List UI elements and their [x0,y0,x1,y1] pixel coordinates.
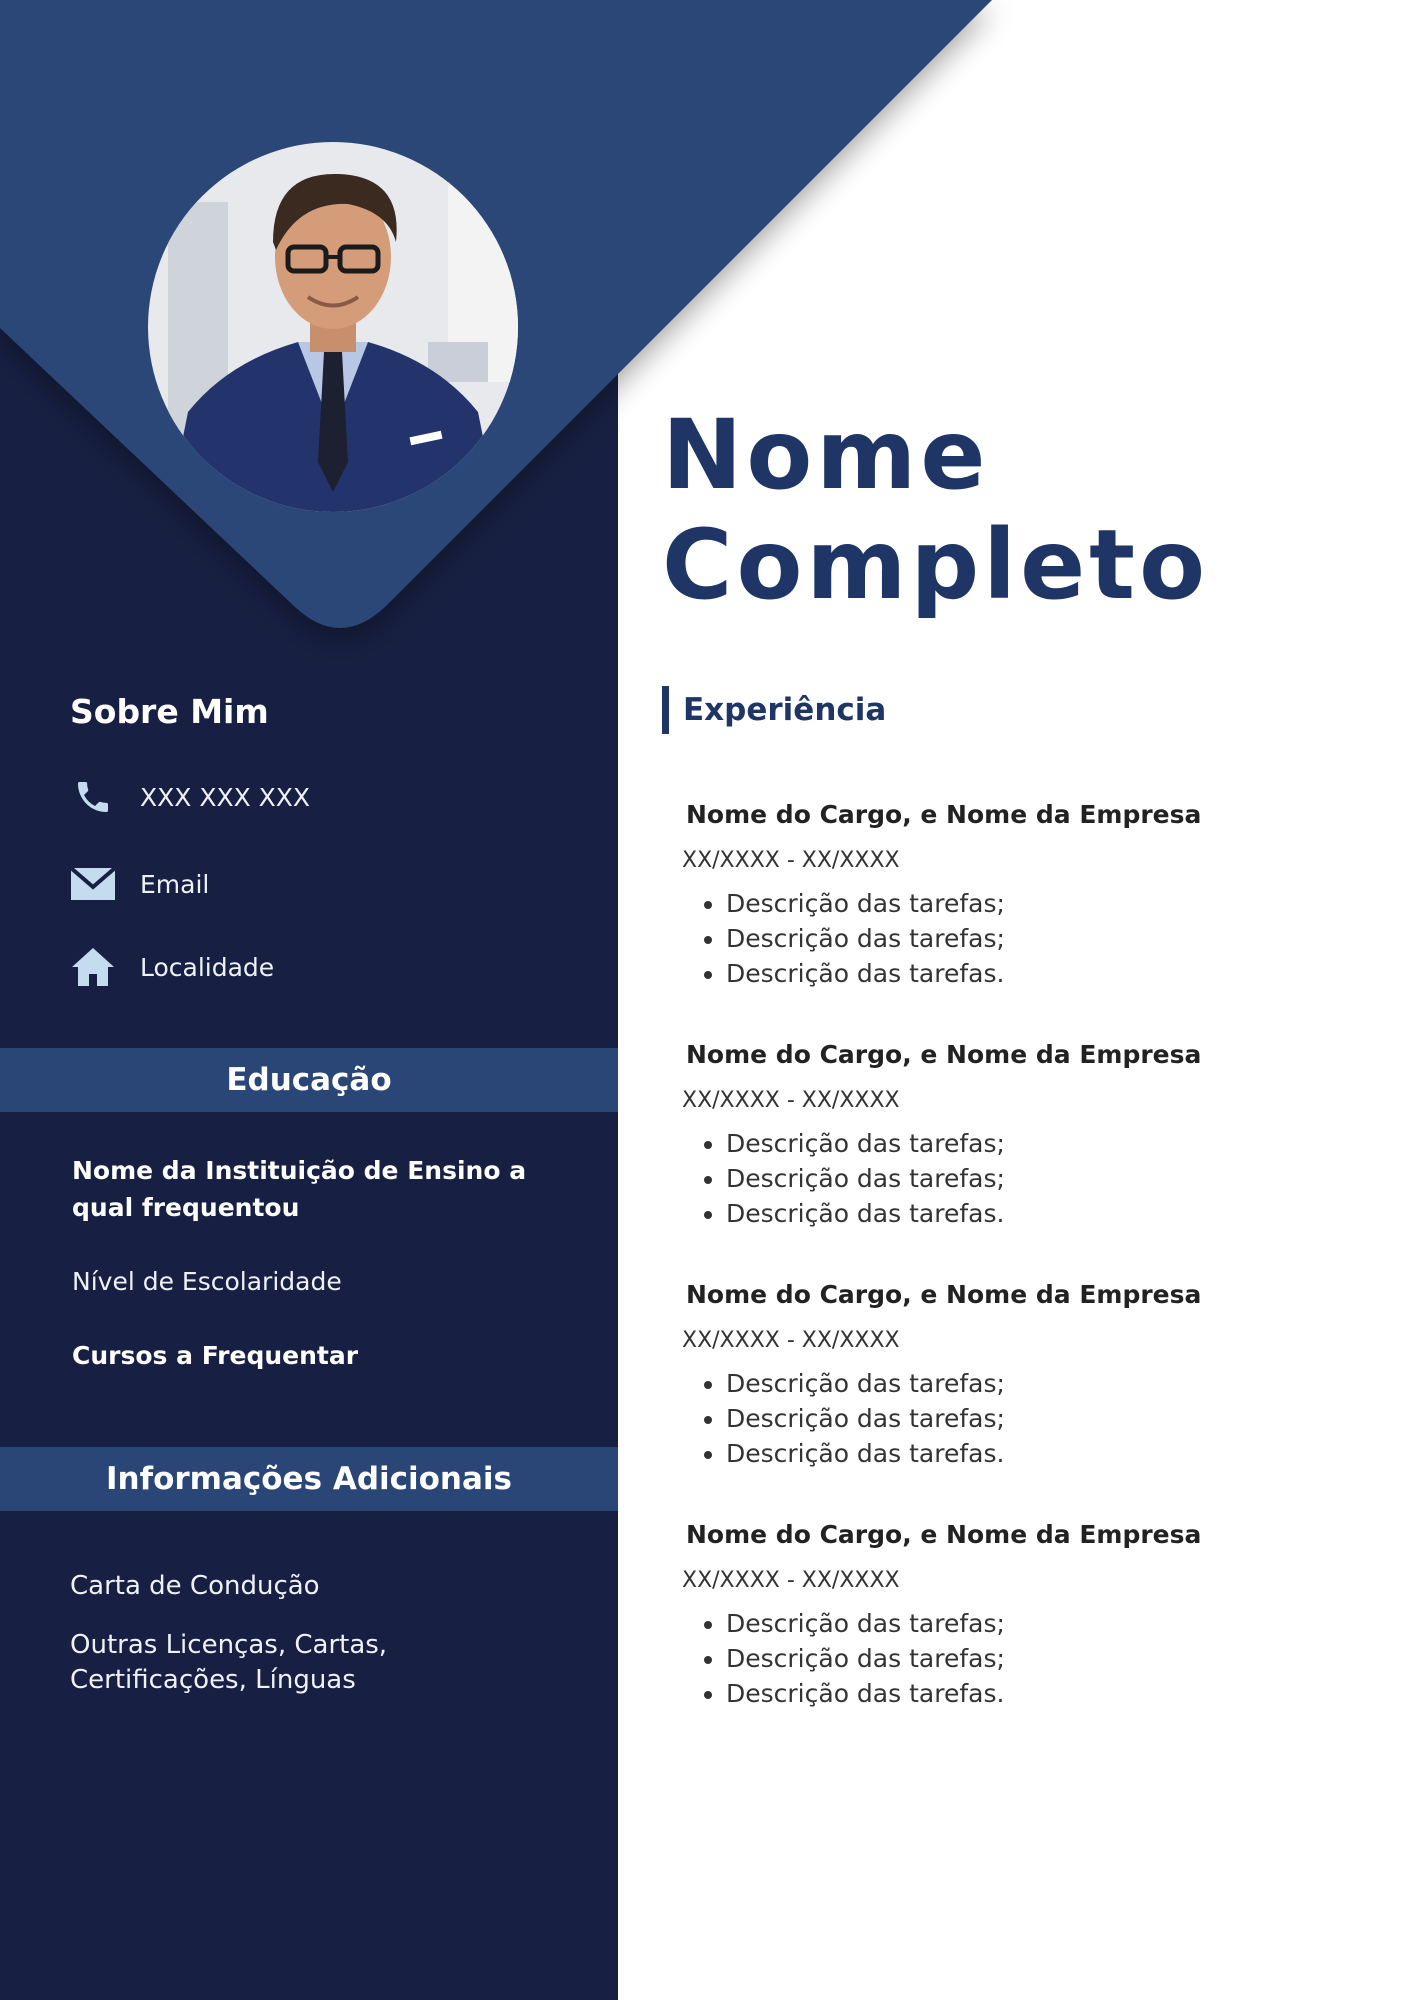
task-list [682,886,1362,991]
name-line-1: Nome [662,399,990,511]
name-line-2: Completo [662,509,1210,621]
experience-heading: Experiência [662,686,886,734]
task-item: • Descrição das tarefas; [726,921,1362,956]
education-institution: Nome da Instituição de Ensino a qual frequentou [72,1156,527,1222]
additional-info-item: Outras Licenças, Cartas, Certificações, Línguas [70,1630,388,1695]
full-name-title [662,400,1209,620]
job-entry-3 [682,1278,1362,1518]
task-list [682,1606,1362,1711]
home-icon [70,944,116,990]
job-entry-2 [682,1038,1362,1278]
job-dates: XX/XXXX - XX/XXXX [682,1088,900,1113]
contact-location [70,942,274,992]
profile-photo [148,142,518,512]
about-heading: Sobre Mim [70,692,269,731]
education-level: Nível de Escolaridade [72,1267,342,1296]
email-text: Email [140,869,210,899]
task-item: • Descrição das tarefas. [726,1196,1362,1231]
job-title: Nome do Cargo, e Nome da Empresa [686,1280,1202,1309]
task-item: • Descrição das tarefas; [726,1126,1362,1161]
experience-list [682,798,1362,1758]
location-text: Localidade [140,952,275,982]
envelope-icon [70,861,116,907]
task-list [682,1126,1362,1231]
job-entry-4 [682,1518,1362,1758]
task-item: • Descrição das tarefas; [726,1641,1362,1676]
task-item: • Descrição das tarefas. [726,1676,1362,1711]
task-item: • Descrição das tarefas; [726,886,1362,921]
task-list [682,1366,1362,1471]
job-dates: XX/XXXX - XX/XXXX [682,1568,900,1593]
education-heading: Educação [0,1048,618,1112]
education-courses: Cursos a Frequentar [72,1341,359,1370]
task-item: • Descrição das tarefas; [726,1606,1362,1641]
phone-text: XXX XXX XXX [140,782,311,812]
contact-email [70,859,209,909]
job-dates: XX/XXXX - XX/XXXX [682,1328,900,1353]
job-title: Nome do Cargo, e Nome da Empresa [686,800,1202,829]
job-title: Nome do Cargo, e Nome da Empresa [686,1040,1202,1069]
additional-info-heading: Informações Adicionais [0,1447,618,1511]
task-item: • Descrição das tarefas; [726,1401,1362,1436]
task-item: • Descrição das tarefas; [726,1161,1362,1196]
job-title: Nome do Cargo, e Nome da Empresa [686,1520,1202,1549]
additional-info-item: Carta de Condução [70,1571,320,1601]
task-item: • Descrição das tarefas; [726,1366,1362,1401]
phone-icon [70,774,116,820]
job-entry-1 [682,798,1362,1038]
job-dates: XX/XXXX - XX/XXXX [682,848,900,873]
task-item: • Descrição das tarefas. [726,956,1362,991]
task-item: • Descrição das tarefas. [726,1436,1362,1471]
contact-phone [70,772,310,822]
